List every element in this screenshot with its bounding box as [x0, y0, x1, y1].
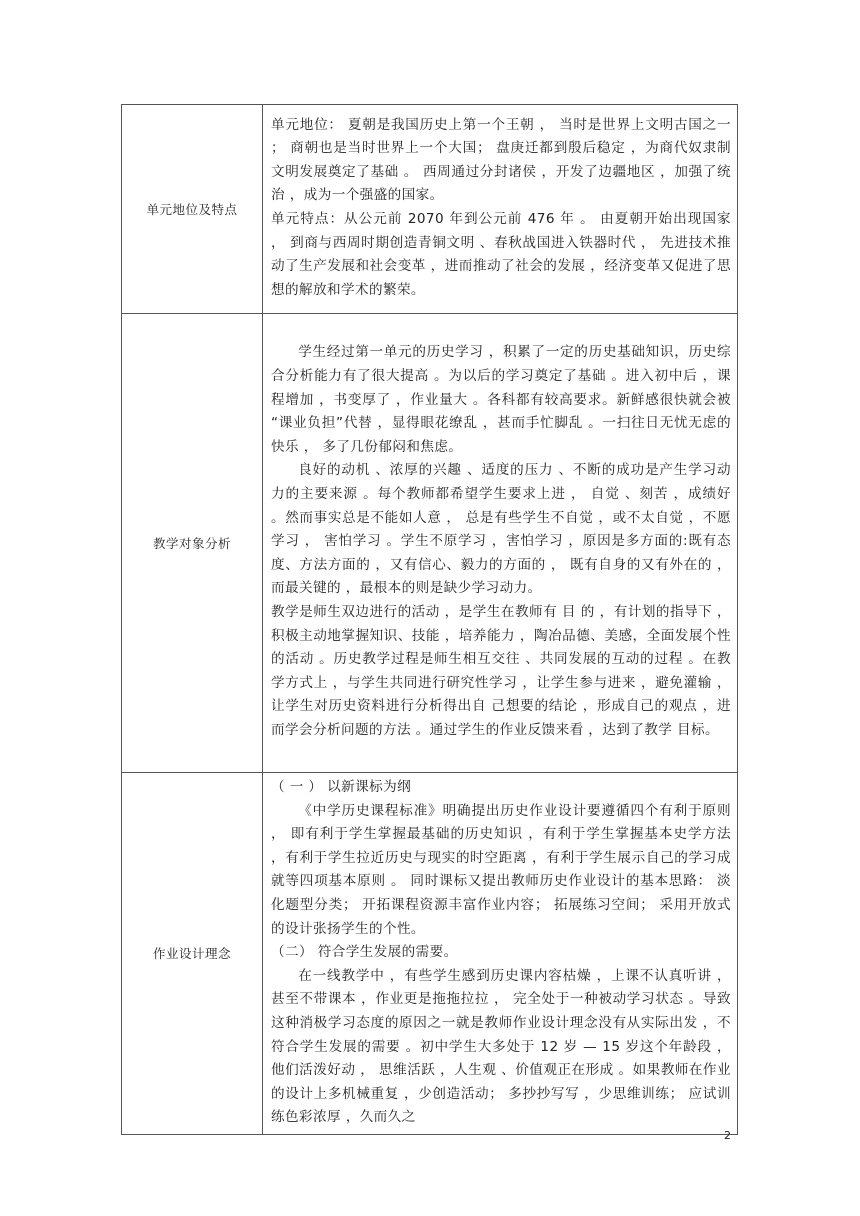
paragraph-teaching-activity: 教学是师生双边进行的活动 ，是学生在教师有 目 的 ，有计划的指导下 ，积极主动地掌握知识、技能 ，培养能力 ，陶冶品德、美感，全面发展个性的活动 。历史教学过程是师生相互交往 、共同发展的互动的过程 。在教学方式上 ，与学生共同进行研究性学习 ，让学生参与进来 ，避免灌输 ，让学生对历史资料进行分析得出自 己想要的结论 ，形成自己的观点 ，进而学会分析问题的方法 。通过学生的作业反馈来看 ，达到了教学 目标。: [271, 603, 731, 738]
row-content-unit-status: [263, 105, 738, 314]
table-row-student-analysis: [122, 314, 738, 773]
table-row-unit-status: [122, 105, 738, 314]
paragraph-student-background: 学生经过第一单元的历史学习 ，积累了一定的历史基础知识，历史综合分析能力有了很大提高 。为以后的学习奠定了基础 。进入初中后 ，课程增加 ，书变厚了 ，作业量大 。各科都有较高要求。新鲜感很快就会被 “课业负担”代替 ，显得眼花缭乱 ，甚而手忙脚乱 。一扫往日无忧无虑的快乐 ， 多了几份郁闷和焦虑。: [271, 344, 731, 455]
paragraph-student-development: 在一线教学中 ，有些学生感到历史课内容枯燥 ，上课不认真听讲 ，甚至不带课本 ，作业更是拖拖拉拉 ， 完全处于一种被动学习状态 。导致这种消极学习态度的原因之一就是教师作业设计理念没有从实际出发 ，不符合学生发展的需要 。初中学生大多处于 12 岁 — 15 岁这个年龄段 ，他们活泼好动 ， 思维活跃 ，人生观 、价值观正在形成 。如果教师在作业的设计上多机械重复 ，少创造活动； 多抄抄写写 ，少思维训练； 应试训练色彩浓厚 ，久而久之: [271, 967, 731, 1126]
paragraph-unit-features: 单元特点：从公元前 2070 年到公元前 476 年 。 由夏朝开始出现国家 ， 到商与西周时期创造青铜文明 、春秋战国进入铁器时代 ， 先进技术推动了生产发展和社会变革 ，进而推动了社会的发展 ，经济变革又促进了思想的解放和学术的繁荣。: [271, 211, 731, 298]
row-label-student-analysis: 教学对象分析: [122, 314, 263, 773]
heading-curriculum-standard: （ 一 ） 以新课标为纲: [271, 779, 412, 795]
content-table: [121, 104, 738, 1135]
row-content-student-analysis: [263, 314, 738, 773]
paragraph-curriculum-standard: 《中学历史课程标准》明确提出历史作业设计要遵循四个有利于原则 ， 即有利于学生掌握最基础的历史知识 ，有利于学生掌握基本史学方法 ，有利于学生拉近历史与现实的时空距离 ，有利于学生展示自己的学习成就等四项基本原则 。 同时课标又提出教师历史作业设计的基本思路： 淡化题型分类； 开拓课程资源丰富作业内容； 拓展练习空间； 采用开放式的设计张扬学生的个性。: [271, 802, 731, 937]
heading-student-development: （二） 符合学生发展的需要。: [271, 944, 458, 961]
row-label-unit-status: 单元地位及特点: [122, 105, 263, 314]
paragraph-unit-position: 单元地位： 夏朝是我国历史上第一个王朝 ， 当时是世界上文明古国之一 ； 商朝也是当时世界上一个大国； 盘庚迁都到殷后稳定 ，为商代奴隶制文明发展奠定了基础 。 西周通过分封诸侯 ，开发了边疆地区 ，加强了统治 ，成为一个强盛的国家。: [271, 116, 731, 204]
row-content-design-concept: [263, 773, 738, 1135]
paragraph-learning-motivation: 良好的动机 、浓厚的兴趣 、适度的压力 、不断的成功是产生学习动力的主要来源 。每个教师都希望学生要求上进 ， 自觉 、刻苦 ，成绩好 。然而事实总是不能如人意 ， 总是有些学生不自觉 ，或不太自觉 ，不愿学习 ， 害怕学习 。学生不原学习 ，害怕学习 ，原因是多方面的:既有态度、方法方面的 ，又有信心、毅力的方面的 ， 既有自身的又有外在的 ，而最关键的 ，最根本的则是缺少学习动力。: [271, 462, 731, 597]
table-row-design-concept: [122, 773, 738, 1135]
row-label-design-concept: 作业设计理念: [122, 773, 263, 1135]
page-number: 2: [724, 1129, 731, 1142]
